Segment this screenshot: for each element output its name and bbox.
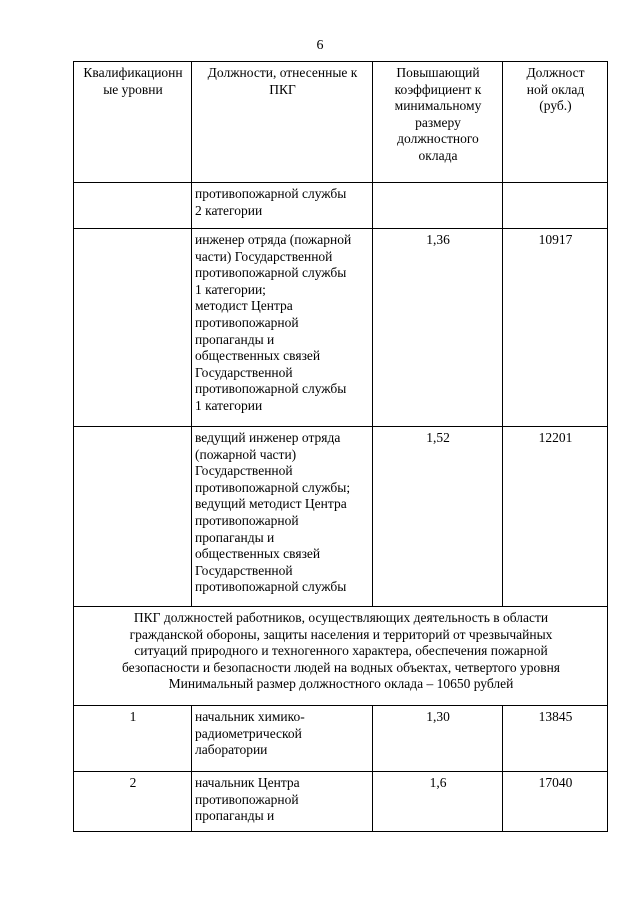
- position-line: противопожарной службы;: [195, 479, 351, 495]
- salary-cell: 12201: [503, 427, 608, 607]
- header-line: (руб.): [539, 98, 572, 114]
- position-line: 1 категории;: [195, 281, 266, 297]
- header-levels: [74, 62, 192, 183]
- salary-table: [73, 61, 608, 832]
- header-line: ПКГ: [269, 81, 296, 97]
- position-line: противопожарной: [195, 791, 299, 807]
- header-line: минимальному: [394, 98, 482, 114]
- header-line: Должности, отнесенные к: [207, 65, 358, 80]
- header-line: ые уровни: [103, 81, 163, 97]
- position-line: радиометрической: [195, 725, 302, 741]
- position-line: Государственной: [195, 463, 293, 479]
- header-line: оклада: [418, 147, 458, 163]
- coefficient-cell: 1,6: [373, 772, 503, 832]
- section-line: безопасности и безопасности людей на водных объектах, четвертого уровня: [121, 659, 561, 675]
- table-row: [74, 427, 608, 607]
- position-line: части) Государственной: [195, 248, 333, 264]
- header-line: Должност: [526, 65, 585, 80]
- coefficient-cell: 1,52: [373, 427, 503, 607]
- page-number: 6: [316, 38, 324, 53]
- position-line: инженер отряда (пожарной: [195, 232, 352, 247]
- position-line: общественных связей: [195, 546, 321, 562]
- position-line: 1 категории: [195, 397, 263, 413]
- coefficient-cell: [373, 183, 503, 229]
- header-line: должностного: [397, 131, 479, 147]
- salary-cell: [503, 183, 608, 229]
- header-coefficient: [373, 62, 503, 183]
- position-cell: [192, 183, 373, 229]
- position-line: начальник Центра: [195, 775, 300, 790]
- position-line: (пожарной части): [195, 446, 297, 462]
- salary-cell: 13845: [503, 706, 608, 772]
- position-line: противопожарной: [195, 314, 299, 330]
- level-cell: [74, 229, 192, 427]
- position-line: ведущий инженер отряда: [195, 430, 341, 445]
- header-line: Повышающий: [396, 65, 480, 80]
- level-cell: 1: [74, 706, 192, 772]
- position-line: противопожарной службы: [195, 186, 347, 201]
- section-line: Минимальный размер должностного оклада – 10650 рублей: [168, 676, 514, 692]
- header-line: ной оклад: [526, 81, 585, 97]
- position-line: пропаганды и: [195, 808, 275, 824]
- table-row: [74, 772, 608, 832]
- header-line: размеру: [415, 114, 461, 130]
- position-cell: [192, 229, 373, 427]
- section-header: [74, 607, 608, 706]
- position-line: Государственной: [195, 364, 293, 380]
- position-line: методист Центра: [195, 298, 293, 314]
- section-header-row: [74, 607, 608, 706]
- position-line: общественных связей: [195, 348, 321, 364]
- position-line: Государственной: [195, 562, 293, 578]
- position-line: противопожарной: [195, 512, 299, 528]
- header-salary: [503, 62, 608, 183]
- table-row: [74, 183, 608, 229]
- position-line: противопожарной службы: [195, 579, 347, 595]
- header-line: Квалификационн: [83, 65, 183, 80]
- header-line: коэффициент к: [394, 81, 482, 97]
- position-line: 2 категории: [195, 202, 263, 218]
- position-line: начальник химико-: [195, 709, 305, 724]
- position-line: противопожарной службы: [195, 381, 347, 397]
- table-header-row: [74, 62, 608, 183]
- position-line: ведущий методист Центра: [195, 496, 347, 512]
- coefficient-cell: 1,36: [373, 229, 503, 427]
- section-line: гражданской обороны, защиты населения и территорий от чрезвычайных: [129, 626, 553, 642]
- position-line: пропаганды и: [195, 331, 275, 347]
- position-cell: [192, 772, 373, 832]
- table-row: [74, 706, 608, 772]
- salary-cell: 17040: [503, 772, 608, 832]
- position-cell: [192, 427, 373, 607]
- position-cell: [192, 706, 373, 772]
- coefficient-cell: 1,30: [373, 706, 503, 772]
- table-row: [74, 229, 608, 427]
- salary-cell: 10917: [503, 229, 608, 427]
- level-cell: 2: [74, 772, 192, 832]
- position-line: лаборатории: [195, 742, 268, 758]
- position-line: противопожарной службы: [195, 265, 347, 281]
- position-line: пропаганды и: [195, 529, 275, 545]
- section-line: ситуаций природного и техногенного характера, обеспечения пожарной: [134, 643, 548, 659]
- level-cell: [74, 427, 192, 607]
- level-cell: [74, 183, 192, 229]
- header-positions: [192, 62, 373, 183]
- section-line: ПКГ должностей работников, осуществляющих деятельность в области: [133, 610, 549, 625]
